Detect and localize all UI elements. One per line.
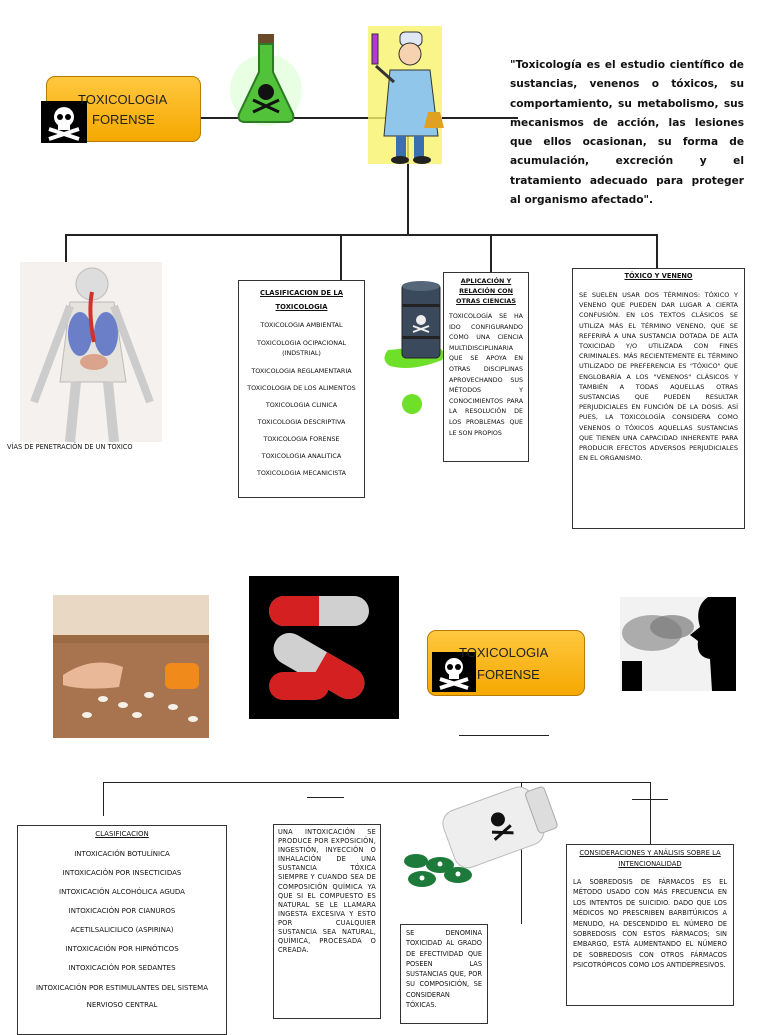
considerations-box (566, 844, 734, 1006)
list-item: INTOXICACIÓN POR HIPNÓTICOS (65, 945, 179, 953)
pill-bottle-image (400, 783, 562, 893)
second-title-line2: FORENSE (477, 667, 540, 682)
short-line-1 (307, 797, 344, 798)
body-caption: VÍAS DE PENETRACIÓN DE UN TOXICO (7, 443, 133, 451)
toxic-barrel-image (382, 280, 448, 420)
scientist-image (360, 26, 450, 166)
list-item: INTOXICACIÓN POR INSECTICIDAS (62, 869, 182, 877)
list-item: INTOXICACIÓN ALCOHÓLICA AGUDA (59, 888, 185, 896)
main-title-line2: FORENSE (92, 112, 155, 127)
classification-title-line2: TOXICOLOGIA (275, 303, 328, 311)
list-item: TOXICOLOGIA DESCRIPTIVA (257, 418, 346, 426)
pills-hand-image (53, 595, 209, 738)
toxicology-definition: "Toxicología es el estudio científico de sustancias, venenos o tóxicos, su comportamiento, su metabolismo, sus mecanismos de acción, las lesiones que ellos ocasionan, su forma de acumulación, excreción y el tratamiento adecuado para proteger al organismo afectado". (510, 59, 744, 207)
main-title-line1: TOXICOLOGIA (78, 92, 168, 107)
poison-flask-image (225, 30, 307, 130)
bottom-branch-line (103, 782, 651, 783)
bottom-drop-1 (103, 782, 104, 816)
list-item: INTOXICACIÓN POR SEDANTES (68, 964, 176, 972)
intoxication-definition-box (273, 824, 381, 1019)
considerations-text: LA SOBREDOSIS DE FÁRMACOS ES EL MÉTODO USADO CON MÁS FRECUENCIA EN LOS INTENTOS DE SUICIDIO. DADO QUE LOS MÉDICOS NO PRESCRIBEN BARBITÚRICOS A MENUDO, HA DESCENDIDO EL NÚMERO DE SOBREDOSIS CON ESTOS FÁRMACOS; SIN EMBARGO, ESTÁ AUMENTANDO EL NÚMERO DE SOBREDOSIS CON OTROS FÁRMACOS PSICOTRÓPICOS COMO LOS ANTIDEPRESIVOS. (573, 878, 727, 970)
list-item: TOXICOLOGIA ANALITICA (261, 452, 342, 460)
application-text: TOXICOLOGÍA SE HA IDO CONFIGURANDO COMO UNA CIENCIA MULTIDISCIPLINARIA QUE SE APOYA EN OTRAS DISCIPLINAS APROVECHANDO SUS MÉTODOS Y CONOCIMIENTOS PARA LA RESOLUCIÓN DE LOS PROBLEMAS QUE LE SON PROPIOS (449, 313, 523, 437)
branch-line (65, 234, 657, 236)
list-item: TOXICOLOGIA REGLAMENTARIA (251, 367, 352, 375)
branch-drop-1 (65, 234, 67, 262)
list-item: NERVIOSO CENTRAL (86, 1001, 158, 1009)
intoxication-definition-text: UNA INTOXICACIÓN SE PRODUCE POR EXPOSICIÓN, INGESTIÓN, INYECCIÓN O INHALACIÓN DE UNA SUSTANCIA TÓXICA SIEMPRE Y CUANDO SEA DE COMPOSICIÓN QUÍMICA YA QUE SI EL COMPUESTO ES NATURAL SE LE LLAMARA INGESTA EXCESIVA Y ESTO POR CUALQUIER SUSTANCIA SEA NATURAL, QUÍMICA, PROCESADA O CREADA. (278, 828, 376, 955)
branch-drop-3 (490, 234, 492, 272)
list-item: TOXICOLOGIA AMBIENTAL (260, 321, 343, 329)
toxicity-definition-box (400, 924, 488, 1024)
toxicity-definition-text: SE DENOMINA TOXICIDAD AL GRADO DE EFECTIVIDAD QUE POSEEN LAS SUSTANCIAS QUE, POR SU COMPOSICIÓN, SE CONSIDERAN TÓXICAS. (406, 929, 482, 1010)
list-item: TOXICOLOGIA CLINICA (265, 401, 338, 409)
list-item: INTOXICACIÓN BOTULÍNICA (74, 850, 170, 858)
smoke-silhouette-image (620, 597, 736, 691)
application-box (443, 272, 529, 462)
bottom-drop-3 (650, 782, 651, 846)
human-body-image (20, 262, 162, 442)
separator-line (459, 735, 549, 736)
toxic-venom-text: SE SUELEN USAR DOS TÉRMINOS: TÓXICO Y VENENO QUE PUEDEN DAR LUGAR A CIERTA CONFUSIÓN. EN LOS TEXTOS CLÁSICOS SE UTILIZA MÁS EL TÉRMINO VENENO, QUE SE REFERIRÁ A UNA SUSTANCIA DOTADA DE ALTA TOXICIDAD Y/O UTILIZADA CON FINES CRIMINALES. MÁS RECIENTEMENTE EL TÉRMINO UTILIZADO DE PREFERENCIA ES "TÓXICO" QUE ENGLOBARÍA A LOS "VENENOS" CLÁSICOS Y TAMBIÉN A TODAS AQUELLAS OTRAS SUSTANCIAS QUE PUEDEN RESULTAR PERJUDICIALES EN FUNCIÓN DE LA DOSIS. ASÍ PUES, LA TOXICOLOGÍA CONSIDERA COMO VENENOS O TÓXICOS AQUELLAS SUSTANCIAS QUE TIENEN UNA CAPACIDAD INHERENTE PARA PRODUCIR EFECTOS ADVERSOS PERJUDICIALES EN EL ORGANISMO. (579, 291, 738, 463)
list-item: ACETILSALICILICO (ASPIRINA) (70, 926, 174, 934)
branch-drop-2 (340, 234, 342, 280)
short-line-2 (632, 799, 668, 800)
toxic-venom-title: TÓXICO Y VENENO (624, 272, 693, 280)
capsules-image (249, 576, 399, 719)
intoxication-classification-box (17, 825, 227, 1035)
list-item: TOXICOLOGIA FORENSE (263, 435, 340, 443)
toxic-venom-box (572, 268, 745, 529)
branch-drop-4 (656, 234, 658, 268)
classification-title-line1: CLASIFICACION DE LA (259, 289, 344, 297)
intoxication-list (26, 850, 218, 1009)
considerations-title: CONSIDERACIONES Y ANÁLISIS SOBRE LA INTENCIONALIDAD (579, 849, 721, 868)
list-item: TOXICOLOGIA OCIPACIONAL (INDSTRIAL) (256, 339, 347, 357)
intoxication-classification-title: CLASIFICACION (95, 830, 149, 838)
classification-list (245, 321, 358, 477)
classification-toxicology-box (238, 280, 365, 498)
list-item: TOXICOLOGIA DE LOS ALIMENTOS (247, 384, 356, 392)
list-item: TOXICOLOGIA MECANICISTA (256, 469, 347, 477)
list-item: INTOXICACIÓN POR CIANUROS (68, 907, 176, 915)
application-title: APLICACIÓN Y RELACIÓN CON OTRAS CIENCIAS (456, 277, 516, 305)
list-item: INTOXICACIÓN POR ESTIMULANTES DEL SISTEMA (35, 984, 209, 992)
second-title-line1: TOXICOLOGIA (459, 645, 549, 660)
